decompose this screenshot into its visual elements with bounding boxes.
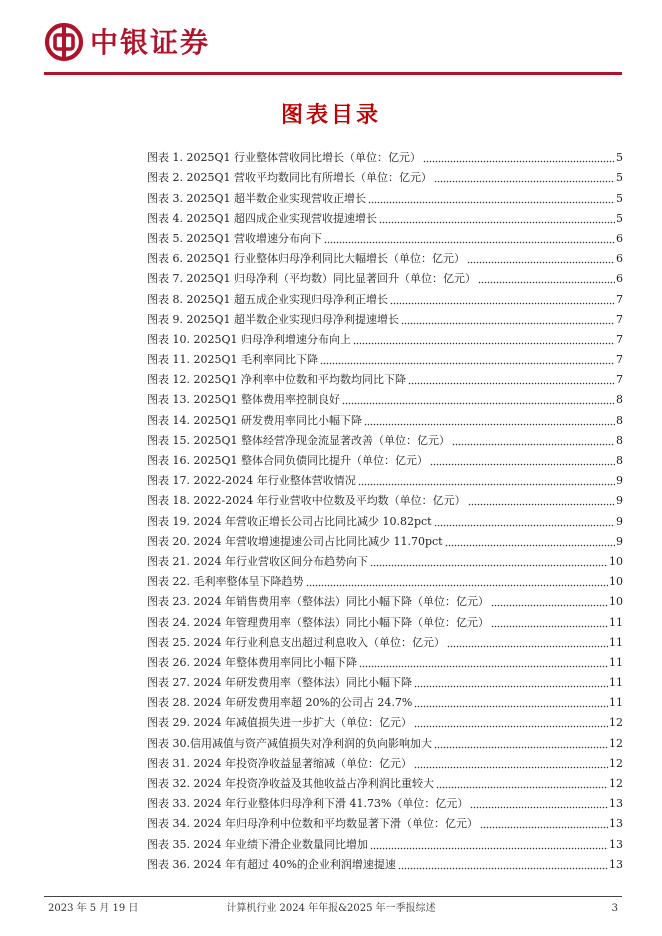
toc-dot-leader <box>370 557 608 567</box>
toc-entry-label[interactable]: 图表 17. 2022-2024 年行业整体营收情况 <box>147 474 356 488</box>
toc-entry-page[interactable]: 9 <box>616 534 623 548</box>
toc-entry[interactable] <box>147 226 623 246</box>
toc-entry-page[interactable]: 12 <box>609 716 623 730</box>
brand-name: 中银证券 <box>90 26 211 59</box>
toc-entry-page[interactable]: 11 <box>609 655 623 669</box>
toc-entry-label[interactable]: 图表 25. 2024 年行业利息支出超过利息收入（单位：亿元） <box>147 635 445 649</box>
toc-entry[interactable] <box>147 185 623 205</box>
toc-entry-label[interactable]: 图表 9. 2025Q1 超半数企业实现归母净利提速增长 <box>147 312 399 326</box>
toc-entry[interactable] <box>147 751 623 771</box>
toc-dot-leader <box>478 274 615 284</box>
toc-dot-leader <box>452 436 615 446</box>
toc-dot-leader <box>324 234 615 244</box>
toc-entry-label[interactable]: 图表 26. 2024 年整体费用率同比小幅下降 <box>147 655 357 669</box>
toc-entry[interactable] <box>147 630 623 650</box>
toc-entry-page[interactable]: 5 <box>616 211 623 225</box>
toc-entry-page[interactable]: 11 <box>609 696 623 710</box>
toc-entry-page[interactable]: 6 <box>616 231 623 245</box>
toc-entry[interactable] <box>147 549 623 569</box>
toc-dot-leader <box>414 759 608 769</box>
toc-dot-leader <box>470 799 608 809</box>
toc-entry[interactable] <box>147 811 623 831</box>
toc-dot-leader <box>342 395 615 405</box>
toc-entry-label[interactable]: 图表 28. 2024 年研发费用率超 20%的公司占 24.7% <box>147 696 413 710</box>
toc-entry-label[interactable]: 图表 32. 2024 年投资净收益及其他收益占净利润比重较大 <box>147 777 434 790</box>
toc-dot-leader <box>358 476 615 486</box>
toc-dot-leader <box>364 416 615 426</box>
toc-entry[interactable] <box>147 206 623 226</box>
toc-dot-leader <box>306 577 609 587</box>
toc-entry-page[interactable]: 9 <box>616 494 623 508</box>
toc-dot-leader <box>430 456 615 466</box>
toc-entry-label[interactable]: 图表 2. 2025Q1 营收平均数同比有所增长（单位：亿元） <box>147 171 432 185</box>
toc-entry-page[interactable]: 7 <box>616 312 623 326</box>
toc-entry-label[interactable]: 图表 14. 2025Q1 研发费用率同比小幅下降 <box>147 413 362 427</box>
toc-entry-page[interactable]: 10 <box>609 575 623 589</box>
toc-entry-label[interactable]: 图表 30.信用减值与资产减值损失对净利润的负向影响加大 <box>147 736 432 750</box>
toc-entry-page[interactable]: 11 <box>609 615 623 629</box>
toc-dot-leader <box>434 739 608 749</box>
toc-entry-label[interactable]: 图表 35. 2024 年业绩下滑企业数量同比增加 <box>147 837 368 851</box>
toc-entry-label[interactable]: 图表 12. 2025Q1 净利率中位数和平均数均同比下降 <box>147 373 406 387</box>
toc-entry-page[interactable]: 5 <box>616 171 623 185</box>
toc-entry[interactable] <box>147 387 623 407</box>
toc-entry-label[interactable]: 图表 1. 2025Q1 行业整体营收同比增长（单位：亿元） <box>147 151 421 165</box>
toc-entry-label[interactable]: 图表 4. 2025Q1 超四成企业实现营收提速增长 <box>147 211 377 225</box>
toc-entry[interactable] <box>147 407 623 427</box>
toc-dot-leader <box>401 315 615 325</box>
toc-entry-page[interactable]: 13 <box>609 857 623 871</box>
toc-entry[interactable] <box>147 428 623 448</box>
toc-dot-leader <box>414 698 608 708</box>
toc-dot-leader <box>414 718 608 728</box>
toc-entry-page[interactable]: 7 <box>616 353 623 367</box>
toc-dot-leader <box>390 295 615 305</box>
toc-entry-label[interactable]: 图表 6. 2025Q1 行业整体归母净利同比大幅增长（单位：亿元） <box>147 252 465 266</box>
toc-dot-leader <box>480 819 608 829</box>
page-header <box>0 0 662 80</box>
toc-dot-leader <box>408 375 615 385</box>
toc-dot-leader <box>353 335 615 345</box>
toc-entry-label[interactable]: 图表 33. 2024 年行业整体归母净利下滑 41.73%（单位：亿元） <box>147 797 469 811</box>
toc-entry-page[interactable]: 10 <box>609 554 623 568</box>
toc-entry-label[interactable]: 图表 27. 2024 年研发费用率（整体法）同比小幅下降 <box>147 676 412 690</box>
toc-entry-page[interactable]: 8 <box>616 454 623 467</box>
toc-dot-leader <box>447 638 608 648</box>
toc-entry[interactable] <box>147 266 623 286</box>
toc-entry[interactable] <box>147 246 623 266</box>
toc-entry-page[interactable]: 7 <box>616 373 623 387</box>
toc-entry-page[interactable]: 6 <box>616 272 623 286</box>
toc-entry-label[interactable]: 图表 36. 2024 年有超过 40%的企业利润增速提速 <box>147 857 396 871</box>
toc-entry-page[interactable]: 12 <box>609 777 623 790</box>
toc-entry-label[interactable]: 图表 23. 2024 年销售费用率（整体法）同比小幅下降（单位：亿元） <box>147 595 489 609</box>
toc-entry[interactable] <box>147 852 623 872</box>
toc-entry[interactable] <box>147 791 623 811</box>
toc-entry[interactable] <box>147 488 623 508</box>
toc-dot-leader <box>370 840 608 850</box>
toc-entry-page[interactable]: 7 <box>616 292 623 306</box>
toc-entry-label[interactable]: 图表 10. 2025Q1 归母净利增速分布向上 <box>147 332 351 346</box>
toc-entry-label[interactable]: 图表 22. 毛利率整体呈下降趋势 <box>147 575 304 589</box>
toc-dot-leader <box>491 597 608 607</box>
toc-entry-label[interactable]: 图表 11. 2025Q1 毛利率同比下降 <box>147 353 318 367</box>
toc-entry-label[interactable]: 图表 29. 2024 年减值损失进一步扩大（单位：亿元） <box>147 716 412 730</box>
toc-entry[interactable] <box>147 650 623 670</box>
toc-entry-page[interactable]: 13 <box>609 817 623 831</box>
toc-entry-page[interactable]: 7 <box>616 332 623 346</box>
toc-entry-label[interactable]: 图表 20. 2024 年营收增速提速公司占比同比减少 11.70pct <box>147 534 443 548</box>
toc-entry-page[interactable]: 11 <box>609 676 623 690</box>
toc-entry-page[interactable]: 13 <box>609 837 623 851</box>
toc-dot-leader <box>445 537 615 547</box>
toc-entry-page[interactable]: 13 <box>609 797 623 811</box>
toc-entry[interactable] <box>147 307 623 327</box>
toc-entry[interactable] <box>147 831 623 851</box>
toc-entry-page[interactable]: 8 <box>616 413 623 427</box>
toc-entry-label[interactable]: 图表 7. 2025Q1 归母净利（平均数）同比显著回升（单位：亿元） <box>147 272 476 286</box>
toc-entry[interactable] <box>147 529 623 549</box>
toc-entry-label[interactable]: 图表 3. 2025Q1 超半数企业实现营收正增长 <box>147 191 366 205</box>
toc-dot-leader <box>320 355 615 365</box>
toc-dot-leader <box>434 173 615 183</box>
toc-entry-label[interactable]: 图表 8. 2025Q1 超五成企业实现归母净利正增长 <box>147 292 388 306</box>
toc-entry[interactable] <box>147 690 623 710</box>
toc-entry-label[interactable]: 图表 18. 2022-2024 年行业营收中位数及平均数（单位：亿元） <box>147 494 466 508</box>
toc-entry-label[interactable]: 图表 34. 2024 年归母净利中位数和平均数显著下滑（单位：亿元） <box>147 817 478 831</box>
toc-entry[interactable] <box>147 609 623 629</box>
toc-entry[interactable] <box>147 730 623 750</box>
toc-entry-page[interactable]: 9 <box>616 514 623 528</box>
footer-page-number: 3 <box>611 903 618 914</box>
toc-entry-label[interactable]: 图表 24. 2024 年管理费用率（整体法）同比小幅下降（单位：亿元） <box>147 615 489 629</box>
toc-entry[interactable] <box>147 165 623 185</box>
toc-dot-leader <box>436 779 608 789</box>
page-title: 图表目录 <box>280 102 381 128</box>
toc-entry-page[interactable]: 11 <box>609 635 623 649</box>
toc-entry[interactable] <box>147 589 623 609</box>
footer-date: 2023 年 5 月 19 日 <box>48 903 139 914</box>
toc-entry-label[interactable]: 图表 5. 2025Q1 营收增速分布向下 <box>147 231 322 245</box>
toc-entry[interactable] <box>147 670 623 690</box>
toc-dot-leader <box>467 254 615 264</box>
toc-entry[interactable] <box>147 710 623 730</box>
toc-entry[interactable] <box>147 448 623 468</box>
toc-entry-page[interactable]: 10 <box>609 595 623 609</box>
toc-dot-leader <box>491 618 608 628</box>
toc-dot-leader <box>468 496 615 506</box>
toc-entry[interactable] <box>147 468 623 488</box>
toc-dot-leader <box>368 194 615 204</box>
toc-entry-label[interactable]: 图表 21. 2024 年行业营收区间分布趋势向下 <box>147 554 368 568</box>
toc-dot-leader <box>434 517 615 527</box>
toc-entry-page[interactable]: 9 <box>616 474 623 488</box>
figure-index-list <box>147 145 623 872</box>
toc-entry-page[interactable]: 5 <box>616 151 623 165</box>
toc-dot-leader <box>398 860 608 870</box>
toc-entry-label[interactable]: 图表 15. 2025Q1 整体经营净现金流显著改善（单位：亿元） <box>147 433 450 447</box>
toc-entry[interactable] <box>147 327 623 347</box>
toc-entry-page[interactable]: 5 <box>616 191 623 205</box>
bank-of-china-logo-icon <box>44 22 84 62</box>
toc-entry[interactable] <box>147 569 623 589</box>
toc-entry[interactable] <box>147 771 623 791</box>
toc-entry[interactable] <box>147 347 623 367</box>
toc-dot-leader <box>423 153 615 163</box>
header-divider <box>44 72 622 75</box>
toc-entry[interactable] <box>147 508 623 528</box>
toc-entry-label[interactable]: 图表 31. 2024 年投资净收益显著缩减（单位：亿元） <box>147 756 412 770</box>
toc-entry-page[interactable]: 8 <box>616 393 623 407</box>
toc-entry-page[interactable]: 12 <box>609 736 623 750</box>
toc-entry-label[interactable]: 图表 16. 2025Q1 整体合同负债同比提升（单位：亿元） <box>147 454 428 467</box>
toc-entry-label[interactable]: 图表 19. 2024 年营收正增长公司占比同比减少 10.82pct <box>147 514 432 528</box>
footer-report-title: 计算机行业 2024 年年报&2025 年一季报综述 <box>226 903 436 914</box>
toc-entry[interactable] <box>147 286 623 306</box>
toc-entry-page[interactable]: 12 <box>609 756 623 770</box>
toc-entry[interactable] <box>147 145 623 165</box>
footer-divider <box>44 896 622 897</box>
toc-dot-leader <box>359 658 608 668</box>
toc-dot-leader <box>379 214 615 224</box>
toc-entry-page[interactable]: 6 <box>616 252 623 266</box>
toc-entry-label[interactable]: 图表 13. 2025Q1 整体费用率控制良好 <box>147 393 340 407</box>
toc-entry-page[interactable]: 8 <box>616 433 623 447</box>
toc-entry[interactable] <box>147 367 623 387</box>
toc-dot-leader <box>414 678 608 688</box>
